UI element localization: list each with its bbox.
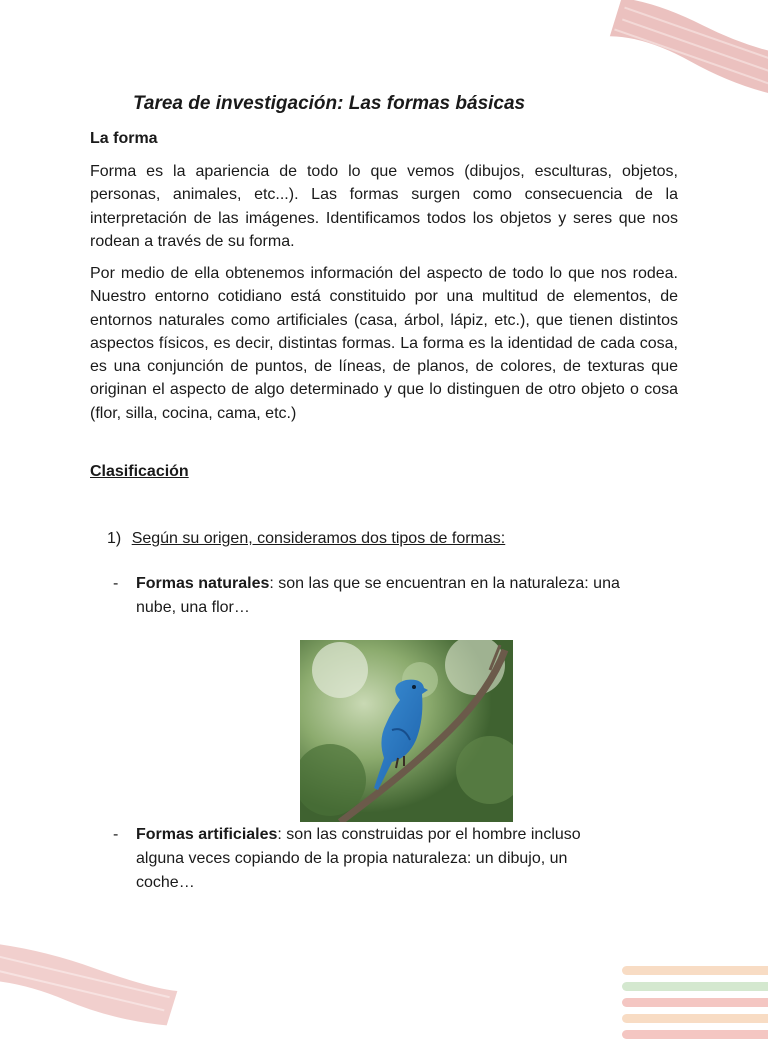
page-title: Tarea de investigación: Las formas básicas (133, 93, 526, 114)
artificial-text-line3: coche… (136, 874, 195, 891)
section-heading-la-forma: La forma (90, 130, 158, 147)
paragraph-definition: Forma es la apariencia de todo lo que vemos (dibujos, esculturas, objetos, personas, animales, etc...). Las formas surgen como consecuencia de la interpretación de las imágenes. Identificamos todos los objetos y seres que nos rodean a través de su forma. (90, 163, 678, 250)
section-heading-clasificacion: Clasificación (90, 463, 189, 480)
term-formas-artificiales: Formas artificiales (136, 826, 278, 843)
term-formas-naturales: Formas naturales (136, 575, 270, 592)
bullet-dash: - (113, 575, 119, 592)
list-item-text: Según su origen, consideramos dos tipos de formas: (131, 530, 506, 547)
numbered-list-item (107, 530, 505, 548)
bullet-dash: - (113, 826, 119, 843)
paragraph-description: Por medio de ella obtenemos información del aspecto de todo lo que nos rodea. Nuestro entorno cotidiano está constituido por una multitud de elementos, de entornos naturales como artificiales (casa, árbol, lápiz, etc.), que tienen distintos aspectos físicos, es decir, distintas formas. La forma es la identidad de cada cosa, es una conjunción de puntos, de líneas, de planos, de colores, de texturas que originan el aspecto de algo determinado y que lo distinguen de otro objeto o cosa (flor, silla, cocina, cama, etc.) (90, 265, 678, 422)
blue-bird-photo (300, 640, 513, 822)
artificial-text-line1: : son las construidas por el hombre incluso (277, 826, 581, 843)
natural-text-line1: : son las que se encuentran en la naturaleza: una (269, 575, 620, 592)
natural-text-line2: nube, una flor… (136, 599, 250, 616)
artificial-text-line2: alguna veces copiando de la propia naturaleza: un dibujo, un (136, 850, 568, 867)
pink-brush-stroke-decoration (602, 0, 768, 105)
pastel-stripes-decoration (622, 966, 768, 1046)
list-number: 1) (107, 530, 122, 547)
pink-brush-stroke-decoration-bottom (0, 933, 183, 1034)
